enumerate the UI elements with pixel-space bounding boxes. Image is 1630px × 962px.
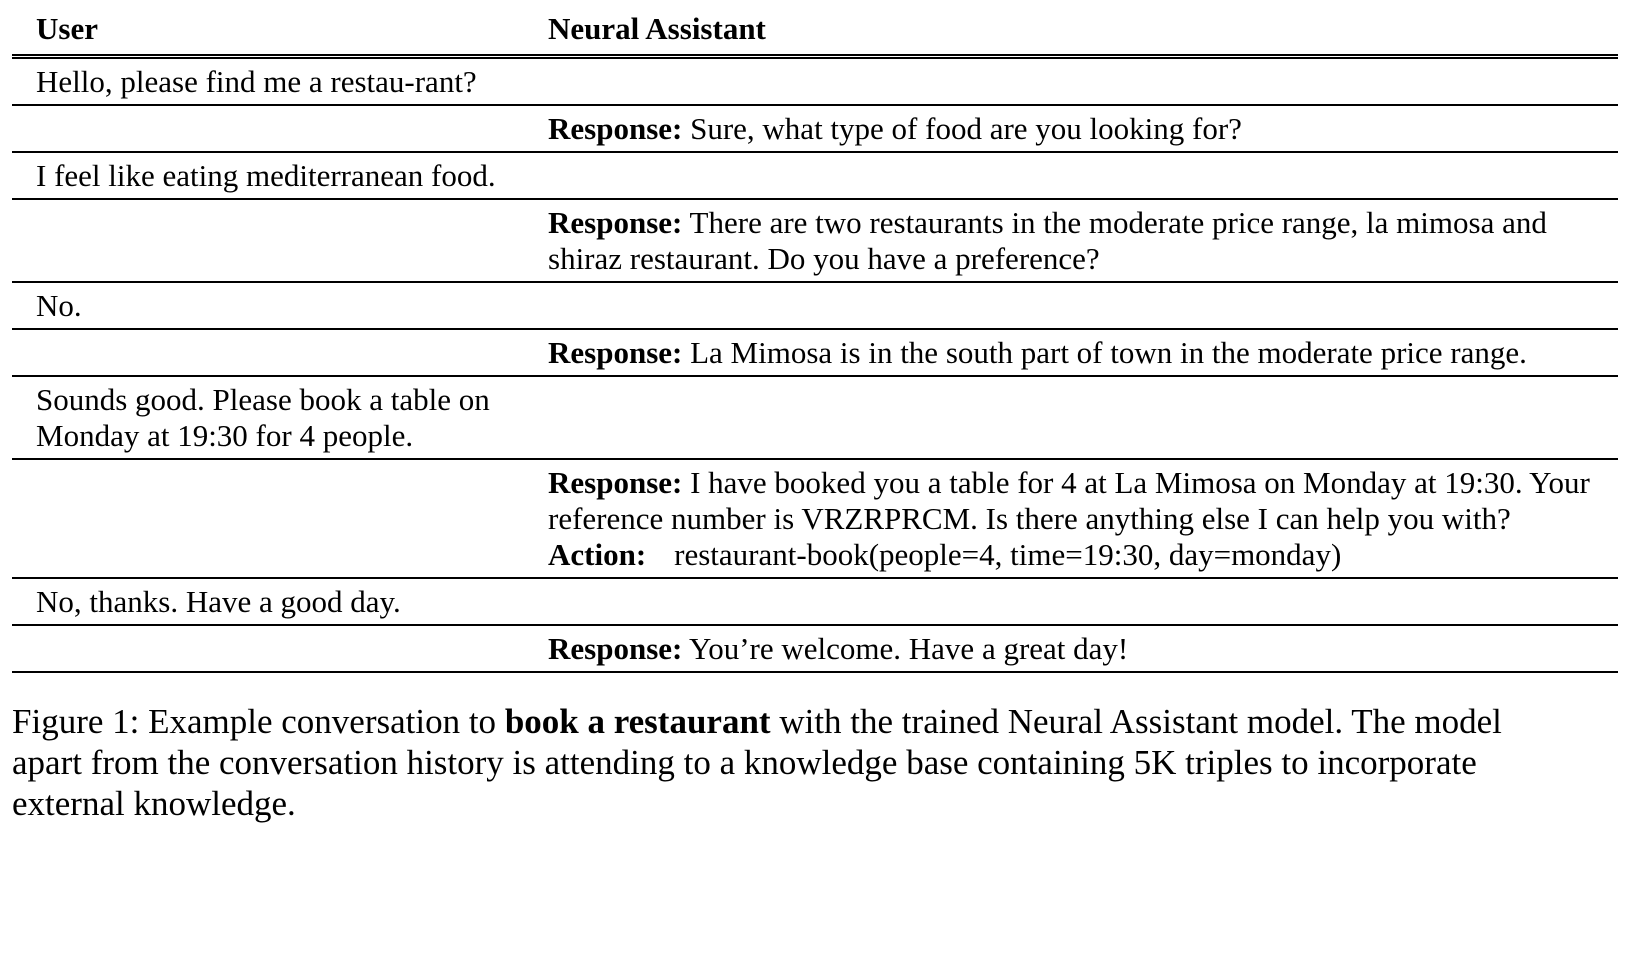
user-cell <box>12 152 534 199</box>
assistant-cell <box>534 105 1618 152</box>
column-header-user: User <box>36 11 98 46</box>
assistant-response: La Mimosa is in the south part of town in the moderate price range. <box>690 335 1527 370</box>
action-line <box>548 537 1618 573</box>
table-row <box>12 578 1618 625</box>
user-cell <box>12 57 534 106</box>
assistant-cell <box>534 199 1618 282</box>
column-header-assistant: Neural Assistant <box>548 11 766 46</box>
assistant-response: Sure, what type of food are you looking for? <box>690 111 1242 146</box>
assistant-cell <box>534 625 1618 672</box>
assistant-response: There are two restaurants in the moderate price range, la mimosa and shiraz restaurant. Do you have a preference? <box>548 205 1547 276</box>
user-cell <box>12 105 534 152</box>
user-utterance: Sounds good. Please book a table on Monday at 19:30 for 4 people. <box>36 382 490 453</box>
assistant-cell <box>534 152 1618 199</box>
assistant-cell <box>534 459 1618 578</box>
assistant-response: I have booked you a table for 4 at La Mimosa on Monday at 19:30. Your reference number is VRZRPRCM. Is there anything else I can help you with? <box>548 465 1590 536</box>
assistant-cell <box>534 57 1618 106</box>
caption-emphasis: book a restaurant <box>504 702 771 741</box>
response-label: Response: <box>548 631 683 666</box>
user-cell <box>12 376 534 459</box>
response-label: Response: <box>548 335 683 370</box>
table-row <box>12 376 1618 459</box>
response-label: Response: <box>548 205 683 240</box>
user-cell <box>12 625 534 672</box>
user-utterance: No. <box>36 288 82 323</box>
table-row <box>12 105 1618 152</box>
table-row <box>12 459 1618 578</box>
header-row <box>12 10 1618 57</box>
assistant-cell <box>534 329 1618 376</box>
response-label: Response: <box>548 111 683 146</box>
assistant-response: You’re welcome. Have a great day! <box>688 631 1129 666</box>
assistant-cell <box>534 578 1618 625</box>
table-row <box>12 282 1618 329</box>
user-cell <box>12 459 534 578</box>
figure-caption <box>12 701 1542 824</box>
caption-prefix: Figure 1: Example conversation to <box>12 702 505 741</box>
user-cell <box>12 199 534 282</box>
figure-1 <box>12 10 1618 824</box>
assistant-action: restaurant-book(people=4, time=19:30, day=monday) <box>674 537 1342 572</box>
table-row <box>12 625 1618 672</box>
table-row <box>12 199 1618 282</box>
user-utterance: No, thanks. Have a good day. <box>36 584 401 619</box>
caption-suffix: with the trained Neural Assistant model. The model apart from the conversation history is attending to a knowledge base containing 5K triples to incorporate external knowledge. <box>12 702 1502 823</box>
user-cell <box>12 329 534 376</box>
user-utterance: I feel like eating mediterranean food. <box>36 158 496 193</box>
assistant-cell <box>534 376 1618 459</box>
conversation-table <box>12 10 1618 673</box>
assistant-cell <box>534 282 1618 329</box>
table-row <box>12 152 1618 199</box>
user-utterance: Hello, please find me a restau-rant? <box>36 64 477 99</box>
user-cell <box>12 282 534 329</box>
table-row <box>12 329 1618 376</box>
response-label: Response: <box>548 465 683 500</box>
action-label: Action: <box>548 537 647 572</box>
user-cell <box>12 578 534 625</box>
table-row <box>12 57 1618 106</box>
